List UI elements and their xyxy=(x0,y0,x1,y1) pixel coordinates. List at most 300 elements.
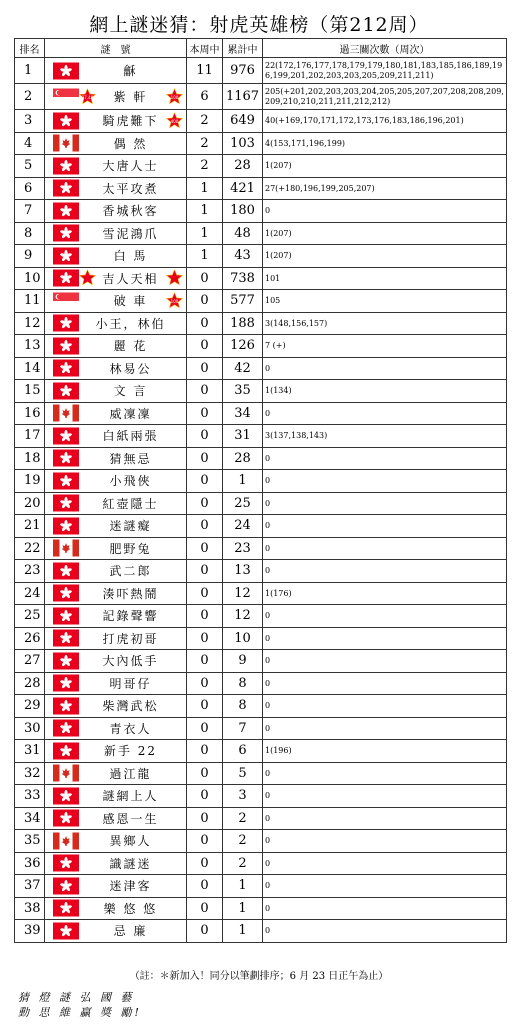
player-name: 破 車 xyxy=(113,294,148,309)
hong-kong-flag-icon xyxy=(53,180,79,197)
rank-cell: 30 xyxy=(15,717,45,740)
week-count-cell: 0 xyxy=(187,830,223,853)
week-count-cell: 0 xyxy=(187,515,223,538)
hong-kong-flag-icon xyxy=(53,202,79,219)
rank-cell: 1 xyxy=(15,58,45,84)
week-count-cell: 0 xyxy=(187,920,223,943)
hong-kong-flag-icon xyxy=(53,922,79,939)
table-row xyxy=(15,605,507,628)
rank-cell: 39 xyxy=(15,920,45,943)
player-name: 偶 然 xyxy=(113,136,148,151)
history-cell: 0 xyxy=(263,515,507,538)
name-cell xyxy=(45,245,187,268)
rank-cell: 7 xyxy=(15,200,45,223)
week-count-cell: 1 xyxy=(187,200,223,223)
rank-cell: 17 xyxy=(15,425,45,448)
player-name: 白紙兩張 xyxy=(102,429,159,444)
table-row xyxy=(15,582,507,605)
rank-cell: 37 xyxy=(15,875,45,898)
history-cell: 3(137,138,143) xyxy=(263,425,507,448)
player-name: 小飛俠 xyxy=(109,474,152,489)
history-cell: 0 xyxy=(263,762,507,785)
name-cell xyxy=(45,537,187,560)
star-badge-icon xyxy=(166,112,183,129)
name-cell xyxy=(45,920,187,943)
history-cell: 0 xyxy=(263,537,507,560)
name-cell xyxy=(45,560,187,583)
history-cell: 0 xyxy=(263,807,507,830)
rank-cell: 28 xyxy=(15,672,45,695)
table-row xyxy=(15,245,507,268)
hong-kong-flag-icon xyxy=(53,742,79,759)
table-row xyxy=(15,627,507,650)
player-name: 新手 22 xyxy=(103,744,158,759)
slogan-line-2: 動 思 維 贏 獎 勵! xyxy=(18,1006,142,1019)
total-count-cell: 48 xyxy=(223,222,263,245)
name-cell xyxy=(45,582,187,605)
history-cell: 4(153,171,196,199) xyxy=(263,132,507,155)
player-name: 謎網上人 xyxy=(102,789,159,804)
total-count-cell: 649 xyxy=(223,110,263,133)
hong-kong-flag-icon xyxy=(53,247,79,264)
singapore-flag-icon xyxy=(53,292,79,309)
name-cell xyxy=(45,357,187,380)
table-row xyxy=(15,537,507,560)
history-cell: 0 xyxy=(263,875,507,898)
week-count-cell: 0 xyxy=(187,335,223,358)
table-row xyxy=(15,222,507,245)
hong-kong-flag-icon xyxy=(53,62,79,79)
history-cell: 0 xyxy=(263,695,507,718)
history-cell: 22(172,176,177,178,179,179,180,181,183,185,186,189,196,199,201,202,203,203,205,209,211,211) xyxy=(263,58,507,84)
table-row xyxy=(15,875,507,898)
history-cell: 1(207) xyxy=(263,155,507,178)
name-cell xyxy=(45,830,187,853)
name-cell xyxy=(45,875,187,898)
hong-kong-flag-icon xyxy=(53,900,79,917)
table-row xyxy=(15,402,507,425)
week-count-cell: 0 xyxy=(187,762,223,785)
total-count-cell: 25 xyxy=(223,492,263,515)
total-count-cell: 23 xyxy=(223,537,263,560)
history-cell: 1(207) xyxy=(263,245,507,268)
header-name: 謎 號 xyxy=(45,39,187,58)
name-cell xyxy=(45,290,187,313)
week-count-cell: 0 xyxy=(187,672,223,695)
name-cell xyxy=(45,470,187,493)
table-row xyxy=(15,357,507,380)
total-count-cell: 1 xyxy=(223,470,263,493)
total-count-cell: 10 xyxy=(223,627,263,650)
table-row xyxy=(15,560,507,583)
week-count-cell: 0 xyxy=(187,290,223,313)
rank-cell: 19 xyxy=(15,470,45,493)
rank-cell: 29 xyxy=(15,695,45,718)
page-title: 網上謎迷猜：射虎英雄榜（第212周） xyxy=(89,14,429,36)
table-row xyxy=(15,200,507,223)
player-name: 異鄉人 xyxy=(109,834,152,849)
name-cell xyxy=(45,717,187,740)
total-count-cell: 12 xyxy=(223,605,263,628)
week-count-cell: 0 xyxy=(187,560,223,583)
rank-cell: 12 xyxy=(15,312,45,335)
player-name: 猜無忌 xyxy=(109,451,152,466)
total-count-cell: 1 xyxy=(223,875,263,898)
hong-kong-flag-icon xyxy=(53,855,79,872)
player-name: 迷謎癡 xyxy=(109,519,152,534)
hong-kong-flag-icon xyxy=(53,585,79,602)
total-count-cell: 8 xyxy=(223,672,263,695)
week-count-cell: 0 xyxy=(187,605,223,628)
name-cell xyxy=(45,155,187,178)
history-cell: 40(+169,170,171,172,173,176,183,186,196,201) xyxy=(263,110,507,133)
canada-flag-icon xyxy=(53,832,79,849)
name-cell xyxy=(45,515,187,538)
header-week: 本周中 xyxy=(187,39,223,58)
week-count-cell: 2 xyxy=(187,132,223,155)
player-name: 忌 廉 xyxy=(113,924,148,939)
total-count-cell: 421 xyxy=(223,177,263,200)
history-cell: 1(196) xyxy=(263,740,507,763)
history-cell: 0 xyxy=(263,447,507,470)
history-cell: 0 xyxy=(263,897,507,920)
svg-text:37.4K: 37.4K xyxy=(81,94,94,100)
hong-kong-flag-icon xyxy=(53,877,79,894)
star-badge-icon xyxy=(166,270,183,287)
history-cell: 3(148,156,157) xyxy=(263,312,507,335)
hong-kong-flag-icon xyxy=(53,112,79,129)
rank-cell: 35 xyxy=(15,830,45,853)
hong-kong-flag-icon xyxy=(53,427,79,444)
hong-kong-flag-icon xyxy=(53,787,79,804)
name-cell xyxy=(45,84,187,110)
week-count-cell: 0 xyxy=(187,492,223,515)
player-name: 記錄聲響 xyxy=(102,609,159,624)
name-cell xyxy=(45,605,187,628)
week-count-cell: 0 xyxy=(187,470,223,493)
total-count-cell: 28 xyxy=(223,155,263,178)
canada-flag-icon xyxy=(53,135,79,152)
table-header-row xyxy=(15,39,507,58)
total-count-cell: 188 xyxy=(223,312,263,335)
name-cell xyxy=(45,897,187,920)
hong-kong-flag-icon xyxy=(53,630,79,647)
history-cell: 1(176) xyxy=(263,582,507,605)
player-name: 紅壺隱士 xyxy=(102,496,159,511)
history-cell: 0 xyxy=(263,920,507,943)
week-count-cell: 0 xyxy=(187,357,223,380)
hong-kong-flag-icon xyxy=(53,652,79,669)
player-name: 林易公 xyxy=(109,361,152,376)
player-name: 明哥仔 xyxy=(109,676,152,691)
rank-cell: 11 xyxy=(15,290,45,313)
week-count-cell: 1 xyxy=(187,222,223,245)
rank-cell: 38 xyxy=(15,897,45,920)
hong-kong-flag-icon xyxy=(53,225,79,242)
name-cell xyxy=(45,380,187,403)
week-count-cell: 0 xyxy=(187,402,223,425)
week-count-cell: 0 xyxy=(187,650,223,673)
rank-cell: 32 xyxy=(15,762,45,785)
player-name: 麗 花 xyxy=(113,339,148,354)
total-count-cell: 2 xyxy=(223,830,263,853)
history-cell: 0 xyxy=(263,627,507,650)
table-row xyxy=(15,897,507,920)
total-count-cell: 28 xyxy=(223,447,263,470)
hong-kong-flag-icon xyxy=(53,270,79,287)
history-cell: 0 xyxy=(263,650,507,673)
total-count-cell: 1 xyxy=(223,920,263,943)
table-row xyxy=(15,740,507,763)
hong-kong-flag-icon xyxy=(53,697,79,714)
table-row xyxy=(15,785,507,808)
player-name: 過江龍 xyxy=(109,766,152,781)
hong-kong-flag-icon xyxy=(53,562,79,579)
rank-cell: 6 xyxy=(15,177,45,200)
week-count-cell: 6 xyxy=(187,84,223,110)
rank-cell: 3 xyxy=(15,110,45,133)
rank-cell: 4 xyxy=(15,132,45,155)
player-name: 柴灣武松 xyxy=(102,699,159,714)
header-history: 過三關次數（周次） xyxy=(263,39,507,58)
name-cell xyxy=(45,650,187,673)
hong-kong-flag-icon xyxy=(53,720,79,737)
total-count-cell: 1167 xyxy=(223,84,263,110)
week-count-cell: 0 xyxy=(187,875,223,898)
rank-cell: 36 xyxy=(15,852,45,875)
name-cell xyxy=(45,335,187,358)
week-count-cell: 2 xyxy=(187,110,223,133)
history-cell: 0 xyxy=(263,717,507,740)
table-row xyxy=(15,380,507,403)
total-count-cell: 35 xyxy=(223,380,263,403)
player-name: 武二郎 xyxy=(109,564,152,579)
header-rank: 排名 xyxy=(15,39,45,58)
name-cell xyxy=(45,785,187,808)
table-row xyxy=(15,177,507,200)
week-count-cell: 1 xyxy=(187,245,223,268)
name-cell xyxy=(45,447,187,470)
table-row xyxy=(15,672,507,695)
player-name: 湊吓熱鬧 xyxy=(102,586,159,601)
history-cell: 27(+180,196,199,205,207) xyxy=(263,177,507,200)
total-count-cell: 180 xyxy=(223,200,263,223)
total-count-cell: 3 xyxy=(223,785,263,808)
week-count-cell: 0 xyxy=(187,537,223,560)
header-total: 累計中 xyxy=(223,39,263,58)
table-row xyxy=(15,110,507,133)
player-name: 大唐人士 xyxy=(102,159,159,174)
total-count-cell: 2 xyxy=(223,807,263,830)
player-name: 太平攻煮 xyxy=(102,181,159,196)
total-count-cell: 34 xyxy=(223,402,263,425)
history-cell: 7 (+) xyxy=(263,335,507,358)
history-cell: 1(207) xyxy=(263,222,507,245)
week-count-cell: 0 xyxy=(187,717,223,740)
name-cell xyxy=(45,627,187,650)
history-cell: 0 xyxy=(263,200,507,223)
player-name: 打虎初哥 xyxy=(102,631,159,646)
total-count-cell: 5 xyxy=(223,762,263,785)
table-row xyxy=(15,290,507,313)
rank-cell: 5 xyxy=(15,155,45,178)
hong-kong-flag-icon xyxy=(53,382,79,399)
name-cell xyxy=(45,110,187,133)
rank-cell: 9 xyxy=(15,245,45,268)
week-count-cell: 0 xyxy=(187,695,223,718)
week-count-cell: 0 xyxy=(187,425,223,448)
history-cell: 101 xyxy=(263,267,507,290)
table-row xyxy=(15,852,507,875)
total-count-cell: 103 xyxy=(223,132,263,155)
ranking-table xyxy=(14,38,507,943)
hong-kong-flag-icon xyxy=(53,810,79,827)
week-count-cell: 0 xyxy=(187,807,223,830)
total-count-cell: 42 xyxy=(223,357,263,380)
player-name: 香城秋客 xyxy=(102,204,159,219)
total-count-cell: 577 xyxy=(223,290,263,313)
week-count-cell: 0 xyxy=(187,897,223,920)
rank-cell: 26 xyxy=(15,627,45,650)
player-name: 感恩一生 xyxy=(102,811,159,826)
history-cell: 105 xyxy=(263,290,507,313)
history-cell: 0 xyxy=(263,830,507,853)
history-cell: 0 xyxy=(263,357,507,380)
rank-cell: 15 xyxy=(15,380,45,403)
total-count-cell: 126 xyxy=(223,335,263,358)
week-count-cell: 0 xyxy=(187,582,223,605)
player-name: 騎虎難下 xyxy=(102,114,159,129)
slogan-line-1: 猜 燈 謎 弘 國 藝 xyxy=(18,991,135,1004)
rank-cell: 24 xyxy=(15,582,45,605)
rank-cell: 22 xyxy=(15,537,45,560)
name-cell xyxy=(45,177,187,200)
rank-cell: 33 xyxy=(15,785,45,808)
canada-flag-icon xyxy=(53,540,79,557)
rank-cell: 31 xyxy=(15,740,45,763)
rank-cell: 18 xyxy=(15,447,45,470)
rank-cell: 20 xyxy=(15,492,45,515)
history-cell: 0 xyxy=(263,852,507,875)
week-count-cell: 0 xyxy=(187,852,223,875)
star-badge-icon xyxy=(79,270,96,287)
history-cell: 0 xyxy=(263,560,507,583)
history-cell: 0 xyxy=(263,402,507,425)
total-count-cell: 6 xyxy=(223,740,263,763)
star-badge-icon xyxy=(79,88,96,105)
history-cell: 205(+201,202,203,203,204,205,205,207,207,208,208,209,209,210,210,211,211,212,212) xyxy=(263,84,507,110)
rank-cell: 2 xyxy=(15,84,45,110)
week-count-cell: 0 xyxy=(187,380,223,403)
table-row xyxy=(15,830,507,853)
name-cell xyxy=(45,222,187,245)
history-cell: 0 xyxy=(263,470,507,493)
total-count-cell: 9 xyxy=(223,650,263,673)
week-count-cell: 0 xyxy=(187,740,223,763)
table-row xyxy=(15,312,507,335)
table-row xyxy=(15,132,507,155)
table-row xyxy=(15,425,507,448)
name-cell xyxy=(45,132,187,155)
table-row xyxy=(15,695,507,718)
total-count-cell: 31 xyxy=(223,425,263,448)
total-count-cell: 43 xyxy=(223,245,263,268)
history-cell: 0 xyxy=(263,492,507,515)
table-row xyxy=(15,807,507,830)
total-count-cell: 12 xyxy=(223,582,263,605)
name-cell xyxy=(45,312,187,335)
hong-kong-flag-icon xyxy=(53,315,79,332)
rank-cell: 14 xyxy=(15,357,45,380)
svg-text:100: 100 xyxy=(170,298,179,304)
hong-kong-flag-icon xyxy=(53,157,79,174)
player-name: 龢 xyxy=(123,64,138,78)
week-count-cell: 2 xyxy=(187,155,223,178)
total-count-cell: 24 xyxy=(223,515,263,538)
table-row xyxy=(15,267,507,290)
rank-cell: 10 xyxy=(15,267,45,290)
rank-cell: 25 xyxy=(15,605,45,628)
table-row xyxy=(15,492,507,515)
table-row xyxy=(15,155,507,178)
week-count-cell: 11 xyxy=(187,58,223,84)
table-row xyxy=(15,717,507,740)
table-row xyxy=(15,447,507,470)
table-row xyxy=(15,470,507,493)
svg-text:400: 400 xyxy=(170,118,179,124)
history-cell: 0 xyxy=(263,785,507,808)
name-cell xyxy=(45,695,187,718)
table-row xyxy=(15,920,507,943)
hong-kong-flag-icon xyxy=(53,450,79,467)
hong-kong-flag-icon xyxy=(53,360,79,377)
table-row xyxy=(15,650,507,673)
week-count-cell: 0 xyxy=(187,785,223,808)
name-cell xyxy=(45,402,187,425)
name-cell xyxy=(45,807,187,830)
hong-kong-flag-icon xyxy=(53,337,79,354)
hong-kong-flag-icon xyxy=(53,495,79,512)
rank-cell: 27 xyxy=(15,650,45,673)
player-name: 文 言 xyxy=(113,384,148,399)
history-cell: 0 xyxy=(263,605,507,628)
name-cell xyxy=(45,672,187,695)
name-cell xyxy=(45,762,187,785)
total-count-cell: 976 xyxy=(223,58,263,84)
week-count-cell: 1 xyxy=(187,177,223,200)
player-name: 迷津客 xyxy=(109,879,152,894)
canada-flag-icon xyxy=(53,765,79,782)
table-row xyxy=(15,515,507,538)
player-name: 吉人天相 xyxy=(102,271,159,286)
total-count-cell: 1 xyxy=(223,897,263,920)
name-cell xyxy=(45,58,187,84)
rank-cell: 16 xyxy=(15,402,45,425)
canada-flag-icon xyxy=(53,405,79,422)
name-cell xyxy=(45,267,187,290)
total-count-cell: 2 xyxy=(223,852,263,875)
rank-cell: 34 xyxy=(15,807,45,830)
week-count-cell: 0 xyxy=(187,267,223,290)
rank-cell: 21 xyxy=(15,515,45,538)
table-row xyxy=(15,762,507,785)
name-cell xyxy=(45,852,187,875)
rank-cell: 8 xyxy=(15,222,45,245)
total-count-cell: 738 xyxy=(223,267,263,290)
player-name: 青衣人 xyxy=(109,721,152,736)
player-name: 雪泥鴻爪 xyxy=(102,226,159,241)
name-cell xyxy=(45,200,187,223)
